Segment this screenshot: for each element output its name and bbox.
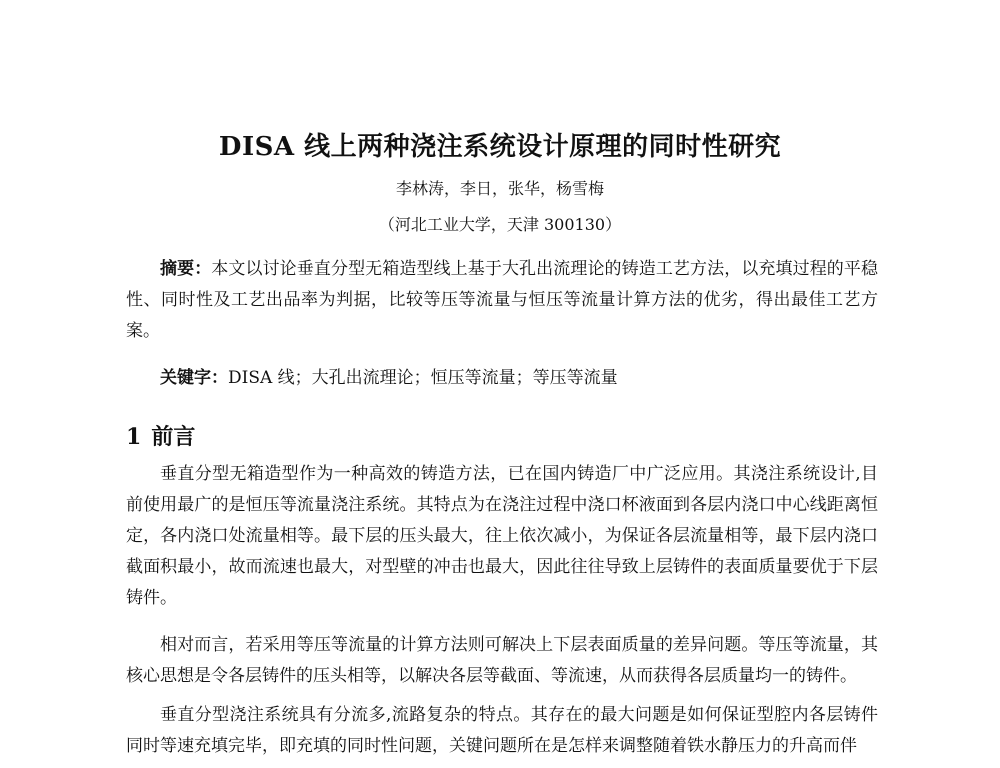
body-paragraph-3: 垂直分型浇注系统具有分流多,流路复杂的特点。其存在的最大问题是如何保证型腔内各层铸件同时等速充填完毕，即充填的同时性问题，关键问题所在是怎样来调整随着铁水静压力的升高而伴 [126,705,878,756]
keywords-paragraph [126,363,878,394]
section-number: 1 [126,424,142,450]
paper-title: DISA 线上两种浇注系统设计原理的同时性研究 [218,132,782,162]
section-heading [126,420,195,451]
keywords-text: DISA 线；大孔出流理论；恒压等流量；等压等流量 [228,368,618,388]
section-title: 前言 [151,424,196,450]
abstract-paragraph [126,254,878,347]
author-affiliation: （河北工业大学，天津 300130） [378,215,622,234]
abstract-label: 摘要： [160,259,212,279]
keywords-label: 关键字： [160,368,228,388]
body-paragraph-2: 相对而言，若采用等压等流量的计算方法则可解决上下层表面质量的差异问题。等压等流量，其核心思想是令各层铸件的压头相等，以解决各层等截面、等流速，从而获得各层质量均一的铸件。 [126,635,878,686]
body-paragraph-1: 垂直分型无箱造型作为一种高效的铸造方法，已在国内铸造厂中广泛应用。其浇注系统设计,目前使用最广的是恒压等流量浇注系统。其特点为在浇注过程中浇口杯液面到各层内浇口中心线距离恒定，各内浇口处流量相等。最下层的压头最大，往上依次减小，为保证各层流量相等，最下层内浇口截面积最小，故而流速也最大，对型壁的冲击也最大，因此往往导致上层铸件的表面质量要优于下层铸件。 [126,464,878,608]
abstract-text: 本文以讨论垂直分型无箱造型线上基于大孔出流理论的铸造工艺方法，以充填过程的平稳性、同时性及工艺出品率为判据，比较等压等流量与恒压等流量计算方法的优劣，得出最佳工艺方案。 [126,259,879,341]
author-list: 李林涛，李日，张华，杨雪梅 [395,179,604,198]
